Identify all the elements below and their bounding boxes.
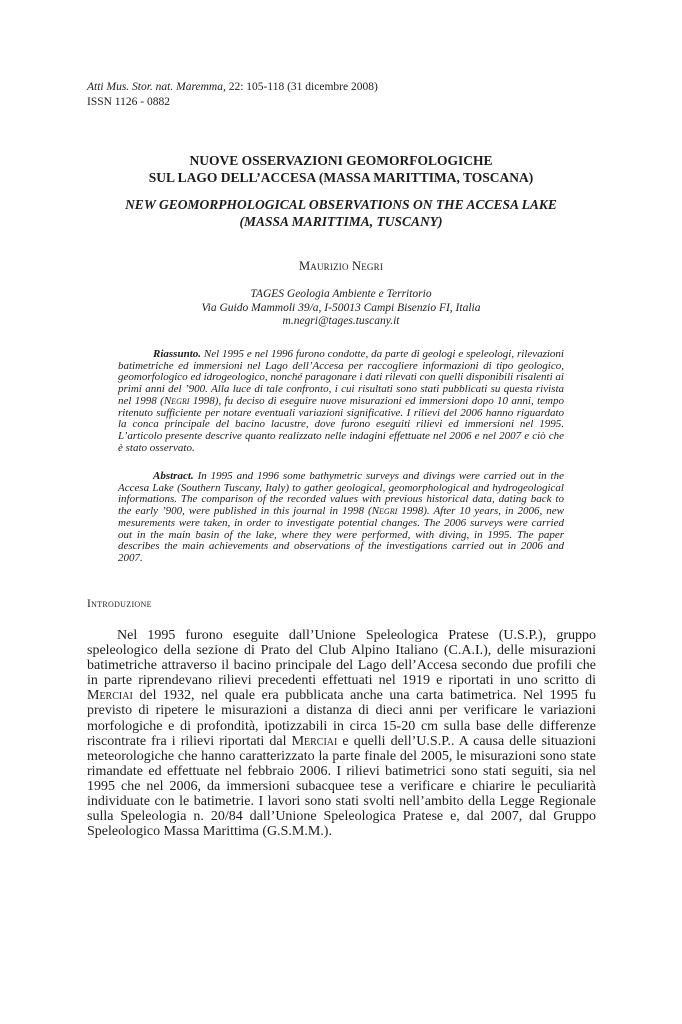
english-title <box>80 196 602 230</box>
volume-pages-date: 22: 105-118 (31 dicembre 2008) <box>225 81 378 93</box>
journal-name: Atti Mus. Stor. nat. Maremma, <box>87 81 226 93</box>
issn: ISSN 1126 - 0882 <box>87 96 170 108</box>
riassunto-heading: Riassunto. <box>153 348 201 360</box>
body-reference-1: Merciai <box>87 688 133 704</box>
riassunto-text-1: Nel 1995 e nel 1996 furono condotte, da parte di geologi e speleologi, rilevazioni batimetriche ed immersioni nel Lago dell’Accesa per raccogliere informazioni di tipo geologico, geomorfologico ed idrogeologico, nonché paragonare i dati rilevati con quelli disponibili risalenti ai primi anni del ’900. Alla luce di tale confronto, i cui risultati sono stati pubblicati su questa rivista nel 1998 ( <box>118 348 564 407</box>
author-affiliation <box>80 288 602 329</box>
affiliation-institution: TAGES Geologia Ambiente e Territorio <box>250 288 432 300</box>
abstract <box>118 471 564 565</box>
abstract-heading: Abstract. <box>153 470 194 482</box>
abstract-reference: Negri <box>371 505 398 518</box>
riassunto-reference: Negri <box>163 394 190 407</box>
abstract-text-1: In 1995 and 1996 some bathymetric surveys and divings were carried out in the Accesa Lake (Southern Tuscany, Italy) to gather geological, geomorphological and hydrogeological informations. The comparison of the recorded values with previous historical data, dating back to the early ’900, were published in this journal in 1998 ( <box>118 470 564 518</box>
body-text-3: e quelli dell’U.S.P.. A causa delle situazioni meteorologiche che hanno caratterizzato la parte finale del 2005, le misurazioni sono state rimandate ed effettuate nel febbraio 2006. I rilievi batimetrici sono stati seguiti, sia nel 1995 che nel 2006, da immersioni subacquee tese a verificare e chiarire le peculiarità individuate con le batimetrie. I lavori sono stati svolti nell’ambito della Legge Regionale sulla Speleologia n. 20/84 dall’Unione Speleologica Pratese e, dal 2007, dal Gruppo Speleologico Massa Marittima (G.S.M.M.). <box>87 733 596 840</box>
journal-header <box>87 80 378 110</box>
italian-title <box>80 152 602 186</box>
riassunto-text-2: 1998), fu deciso di eseguire nuove misurazioni ed immersioni dopo 10 anni, tempo ritenuto sufficiente per notare eventuali variazioni significative. I rilievi del 2006 hanno riguardato la conca principale del bacino lacustre, dove furono eseguiti rilievi ed immersioni nel 1995. L’articolo presente descrive quanto realizzato nelle indagini effettuate nel 2006 e nel 2007 e ciò che è stato osservato. <box>118 394 564 454</box>
body-paragraph <box>87 628 596 839</box>
author-email: m.negri@tages.tuscany.it <box>282 315 400 327</box>
affiliation-address: Via Guido Mammoli 39/a, I-50013 Campi Bisenzio FI, Italia <box>201 301 481 314</box>
section-heading: Introduzione <box>87 598 152 610</box>
riassunto <box>118 349 564 454</box>
body-text-1: Nel 1995 furono eseguite dall’Unione Speleologica Pratese (U.S.P.), gruppo speleologico della sezione di Prato del Club Alpino Italiano (C.A.I.), delle misurazioni batimetriche attraverso il bacino principale del Lago dell’Accesa secondo due profili che in parte riprendevano rilievi precedenti effettuati nel 1919 e riportati in uno scritto di <box>87 628 596 689</box>
citation-line <box>87 80 378 95</box>
body-text-2: del 1932, nel quale era pubblicata anche una carta batimetrica. Nel 1995 fu previsto di ripetere le misurazioni a distanza di dieci anni per verificare le variazioni morfologiche e di profondità, ipotizzabili in circa 15-20 cm sulla base delle differenze riscontrate fra i rilievi riportati dal <box>87 688 596 749</box>
body-reference-2: Merciai <box>291 733 338 749</box>
italian-title-line-2: SUL LAGO DELL’ACCESA (MASSA MARITTIMA, TOSCANA) <box>148 170 534 185</box>
english-title-line-1: NEW GEOMORPHOLOGICAL OBSERVATIONS ON THE ACCESA LAKE <box>125 197 557 212</box>
abstract-text-2: 1998). After 10 years, in 2006, new mesurements were taken, in order to investigate potential changes. The 2006 surveys were carried out in the main basin of the lake, where they were performed, with diving, in 1995. The paper describes the main achievements and observations of the investigations carried out in 2006 and 2007. <box>118 505 565 564</box>
author-name: Maurizio Negri <box>298 259 384 273</box>
english-title-line-2: (MASSA MARITTIMA, TUSCANY) <box>239 214 443 229</box>
italian-title-line-1: NUOVE OSSERVAZIONI GEOMORFOLOGICHE <box>189 153 493 168</box>
